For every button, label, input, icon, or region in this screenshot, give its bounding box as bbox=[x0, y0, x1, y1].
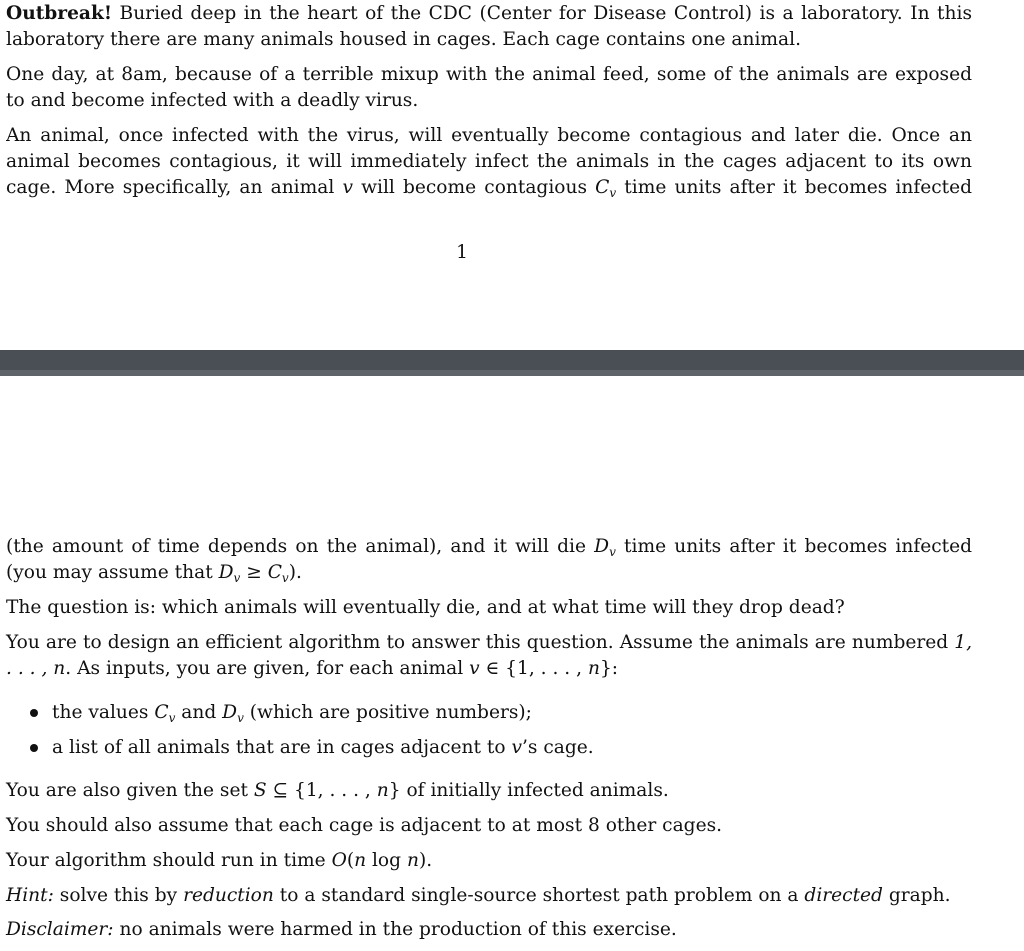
bullet-text: and bbox=[175, 702, 223, 723]
hint-emphasis-reduction: reduction bbox=[183, 885, 274, 906]
math-paren: ). bbox=[418, 850, 433, 871]
math-C: C bbox=[154, 702, 169, 723]
design-text-c: }: bbox=[599, 658, 619, 679]
design-text-a: You are to design an efficient algorithm to answer this question. Assume the animals are numbered bbox=[6, 632, 955, 653]
paragraph-runtime bbox=[6, 848, 972, 874]
math-S: S bbox=[253, 780, 267, 801]
math-sub-v: v bbox=[609, 545, 616, 559]
paragraph-disclaimer bbox=[6, 917, 972, 943]
bullet-text: (which are positive numbers); bbox=[243, 702, 532, 723]
paragraph-contagion bbox=[6, 123, 972, 201]
death-text-b: time units after it becomes infected (you may assume that bbox=[6, 536, 972, 583]
intro-text: Buried deep in the heart of the CDC (Center for Disease Control) is a laboratory. In this laboratory there are many animals housed in cages. Each cage contains one animal. bbox=[6, 3, 972, 50]
math-n: n bbox=[354, 850, 367, 871]
input-list bbox=[30, 700, 594, 770]
design-text-b: . As inputs, you are given, for each animal bbox=[65, 658, 470, 679]
math-v: v bbox=[469, 658, 480, 679]
math-sub-v: v bbox=[281, 571, 289, 585]
math-set: ∈ {1, . . . , bbox=[479, 658, 588, 679]
bullet-icon bbox=[30, 709, 38, 717]
bullet-text: the values bbox=[52, 702, 155, 723]
page-separator bbox=[0, 350, 1024, 376]
math-n: n bbox=[376, 780, 389, 801]
math-log: log bbox=[366, 850, 407, 871]
hint-text-b: to a standard single-source shortest path problem on a bbox=[273, 885, 805, 906]
hint-text-a: solve this by bbox=[53, 885, 184, 906]
contagion-text-b: will become contagious bbox=[352, 177, 596, 198]
paragraph-death-time bbox=[6, 534, 972, 586]
death-text-c: ). bbox=[288, 562, 302, 583]
page-number: 1 bbox=[456, 242, 468, 263]
math-D: D bbox=[218, 562, 234, 583]
document-page-1 bbox=[0, 0, 1024, 350]
math-paren: ( bbox=[346, 850, 355, 871]
bullet-text: ’s cage. bbox=[522, 737, 594, 758]
paragraph-design bbox=[6, 630, 972, 682]
math-sub-v: v bbox=[609, 186, 617, 200]
math-n: n bbox=[587, 658, 600, 679]
math-v: v bbox=[342, 177, 353, 198]
disclaimer-label: Disclaimer: bbox=[6, 919, 114, 940]
math-range: 1, . . . , n bbox=[6, 632, 972, 679]
runtime-text: Your algorithm should run in time bbox=[6, 850, 332, 871]
set-text-b: } of initially infected animals. bbox=[388, 780, 669, 801]
math-n: n bbox=[406, 850, 419, 871]
contagion-text-c: time units after it becomes infected bbox=[616, 177, 972, 198]
death-text-a: (the amount of time depends on the animal), and it will die bbox=[6, 536, 595, 557]
hint-text-c: graph. bbox=[882, 885, 951, 906]
set-text-a: You are also given the set bbox=[6, 780, 254, 801]
math-D: D bbox=[222, 702, 238, 723]
contagion-text-a: An animal, once infected with the virus, will eventually become contagious and later die. Once an animal becomes contagious, it will immediately infect the animals in the cages adjacent to its own cage. More specifically, an animal bbox=[6, 125, 972, 198]
paragraph-question: The question is: which animals will eventually die, and at what time will they drop dead? bbox=[6, 597, 845, 618]
hint-label: Hint: bbox=[6, 885, 54, 906]
math-O: O bbox=[331, 850, 347, 871]
math-v: v bbox=[511, 737, 523, 758]
paragraph-intro bbox=[6, 1, 972, 53]
bullet-icon bbox=[30, 744, 38, 752]
hint-emphasis-directed: directed bbox=[804, 885, 883, 906]
paragraph-adjacency: You should also assume that each cage is adjacent to at most 8 other cages. bbox=[6, 815, 723, 836]
paragraph-exposure: One day, at 8am, because of a terrible mixup with the animal feed, some of the animals are exposed to and become infected with a deadly virus. bbox=[6, 64, 972, 111]
math-sub-v: v bbox=[233, 571, 241, 585]
math-C: C bbox=[595, 177, 610, 198]
disclaimer-text: no animals were harmed in the production of this exercise. bbox=[113, 919, 677, 940]
paragraph-hint bbox=[6, 883, 972, 909]
math-D: D bbox=[594, 536, 610, 557]
outbreak-heading: Outbreak! bbox=[6, 3, 113, 24]
math-sub-v: v bbox=[237, 711, 244, 725]
math-geq: ≥ bbox=[240, 562, 268, 583]
math-subset: ⊆ {1, . . . , bbox=[266, 780, 377, 801]
document-page-2 bbox=[0, 376, 1024, 951]
math-C: C bbox=[267, 562, 282, 583]
list-item bbox=[30, 700, 594, 735]
paragraph-initial-set bbox=[6, 778, 972, 804]
bullet-text: a list of all animals that are in cages adjacent to bbox=[52, 737, 512, 758]
list-item bbox=[30, 735, 594, 770]
math-sub-v: v bbox=[168, 711, 176, 725]
